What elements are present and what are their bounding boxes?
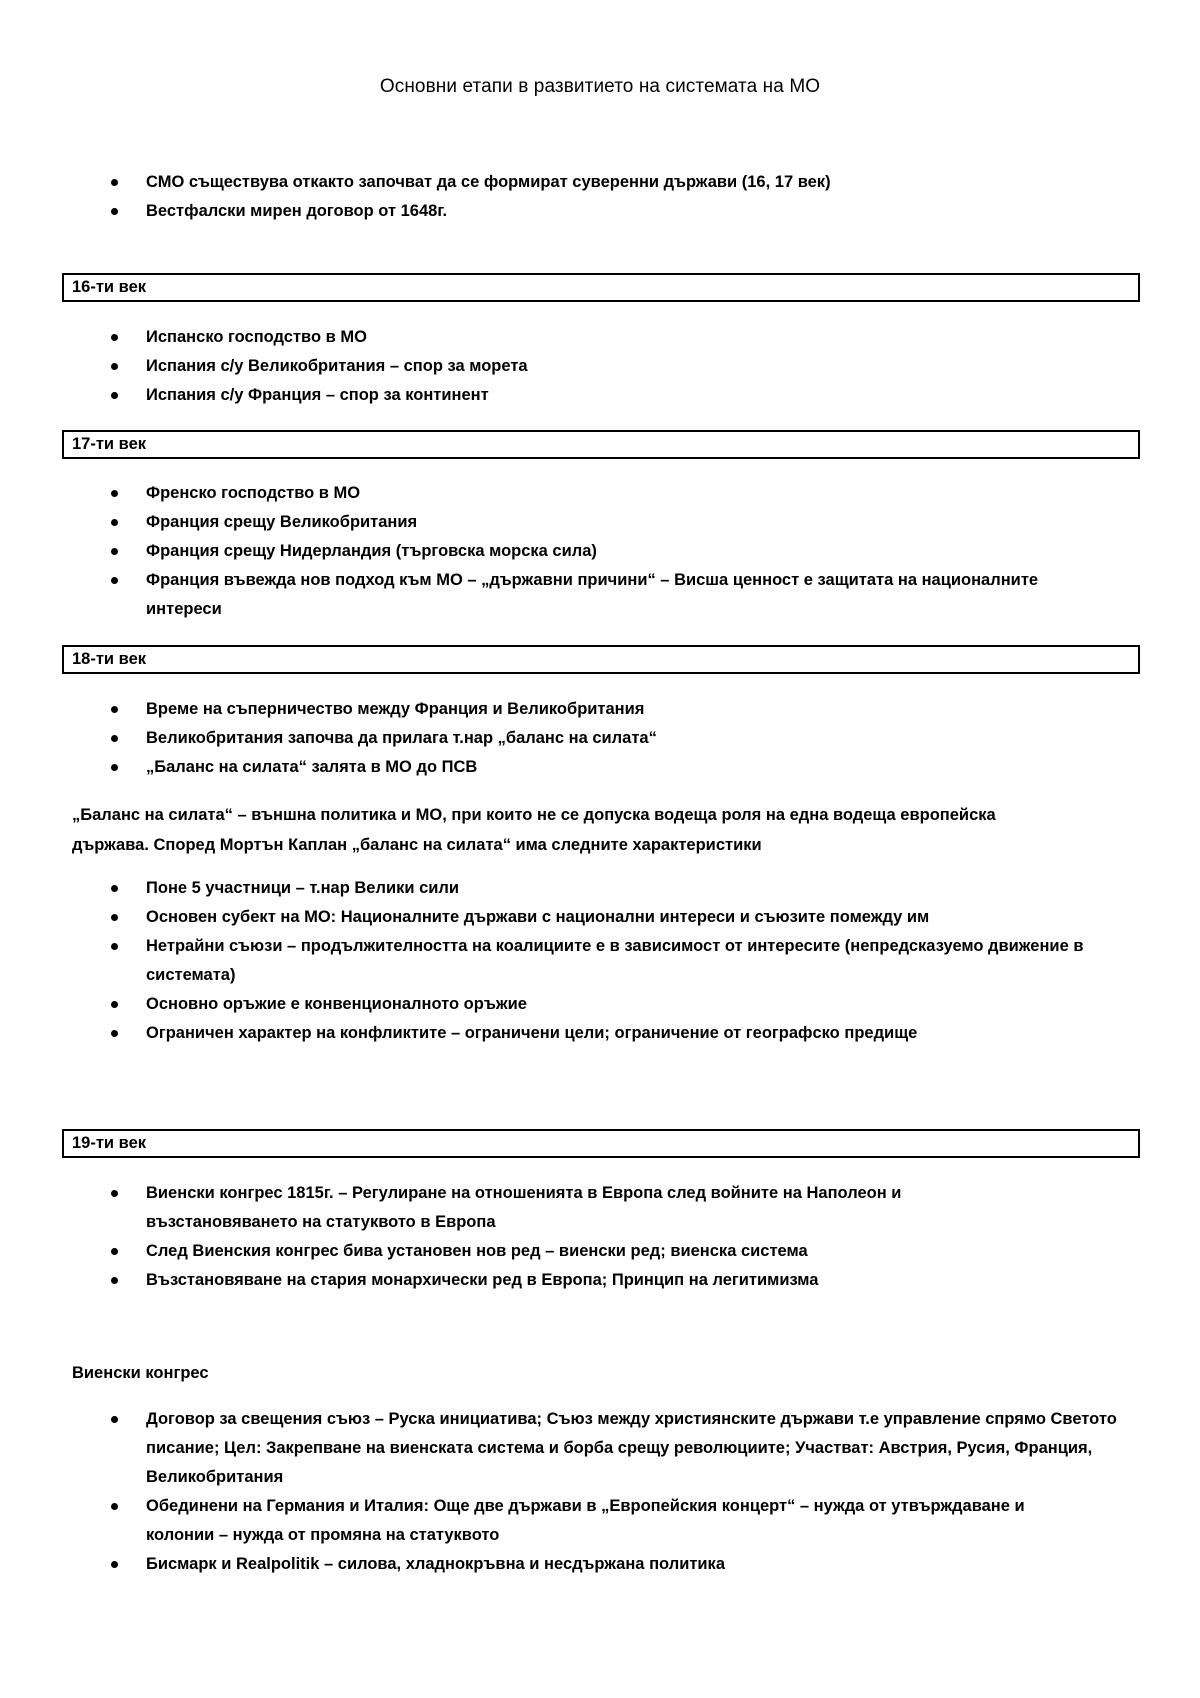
- list-item: [0, 1019, 1200, 1048]
- kaplan-characteristics-list: [0, 874, 1200, 1048]
- list-item: [0, 323, 1200, 352]
- vienna-congress-subheading: Виенски конгрес: [72, 1364, 209, 1382]
- bullet-icon: [111, 392, 118, 399]
- list-item-text: Бисмарк и Realpolitik – силова, хладнокръвна и несдържана политика: [146, 1555, 725, 1573]
- list-item-text: СМО съществува откакто започват да се формират суверенни държави (16, 17 век): [146, 173, 831, 191]
- list-item: [0, 566, 1200, 624]
- bullet-icon: [111, 885, 118, 892]
- list-item-text: Основен субект на МО: Националните държави с национални интереси и съюзите помежду им: [146, 908, 930, 926]
- section-header-16th-century: 16-ти век: [62, 273, 1140, 302]
- list-item-text: Нетрайни съюзи – продължителността на коалициите е в зависимост от интересите (непредсказуемо движение в системата): [146, 937, 1084, 984]
- bullet-icon: [111, 363, 118, 370]
- list-item: [0, 479, 1200, 508]
- list-item-text: „Баланс на силата“ залята в МО до ПСВ: [146, 758, 478, 776]
- vienna-congress-list: [0, 1405, 1200, 1579]
- list-item: [0, 1266, 1200, 1295]
- list-item: [0, 1179, 1200, 1237]
- list-item-text: Обединени на Германия и Италия: Още две държави в „Европейския концерт“ – нужда от утвърждаване и колонии – нужда от промяна на статуквото: [146, 1497, 1025, 1544]
- list-item-text: Испания с/у Великобритания – спор за морета: [146, 357, 528, 375]
- list-item: [0, 753, 1200, 782]
- bullet-icon: [111, 1001, 118, 1008]
- list-item: [0, 695, 1200, 724]
- bullet-icon: [111, 914, 118, 921]
- list-item-text: Франция срещу Нидерландия (търговска морска сила): [146, 542, 597, 560]
- list-item: [0, 874, 1200, 903]
- list-item: [0, 381, 1200, 410]
- bullet-icon: [111, 334, 118, 341]
- bullet-icon: [111, 943, 118, 950]
- section-header-17th-century: 17-ти век: [62, 430, 1140, 459]
- bullet-icon: [111, 1248, 118, 1255]
- balance-of-power-paragraph: „Баланс на силата“ – външна политика и МО, при които не се допуска водеща роля на една водеща европейска държава. Според Мортън Каплан „баланс на силата“ има следните характеристики: [72, 806, 996, 854]
- bullet-icon: [111, 706, 118, 713]
- list-item-text: Време на съперничество между Франция и Великобритания: [146, 700, 645, 718]
- bullet-icon: [111, 1416, 118, 1423]
- section-header-18th-century: 18-ти век: [62, 645, 1140, 674]
- list-item: [0, 1492, 1200, 1550]
- list-item-text: Виенски конгрес 1815г. – Регулиране на отношенията в Европа след войните на Наполеон и възстановяването на статуквото в Европа: [146, 1184, 902, 1231]
- document-title: Основни етапи в развитието на системата на МО: [379, 76, 821, 97]
- section-19-list: [0, 1179, 1200, 1295]
- list-item-text: Възстановяване на стария монархически ред в Европа; Принцип на легитимизма: [146, 1271, 819, 1289]
- list-item-text: Вестфалски мирен договор от 1648г.: [146, 202, 448, 220]
- list-item-text: Френско господство в МО: [146, 484, 361, 502]
- section-17-list: [0, 479, 1200, 624]
- bullet-icon: [111, 577, 118, 584]
- bullet-icon: [111, 764, 118, 771]
- section-16-list: [0, 323, 1200, 410]
- list-item-text: Договор за свещения съюз – Руска инициатива; Съюз между християнските държави т.е управление спрямо Светото писание; Цел: Закрепване на виенската система и борба срещу революциите; Участват: Австрия, Русия, Франция, Великобритания: [146, 1410, 1117, 1486]
- section-header-19th-century: 19-ти век: [62, 1129, 1140, 1158]
- list-item: [0, 352, 1200, 381]
- list-item: [0, 724, 1200, 753]
- bullet-icon: [111, 548, 118, 555]
- bullet-icon: [111, 1030, 118, 1037]
- list-item-text: Испания с/у Франция – спор за континент: [146, 386, 489, 404]
- list-item-text: Поне 5 участници – т.нар Велики сили: [146, 879, 460, 897]
- list-item-text: Основно оръжие е конвенционалното оръжие: [146, 995, 527, 1013]
- list-item: [0, 197, 1200, 226]
- list-item: [0, 1237, 1200, 1266]
- list-item: [0, 990, 1200, 1019]
- bullet-icon: [111, 490, 118, 497]
- bullet-icon: [111, 1190, 118, 1197]
- bullet-icon: [111, 179, 118, 186]
- list-item-text: Франция въвежда нов подход към МО – „държавни причини“ – Висша ценност е защитата на националните интереси: [146, 571, 1039, 618]
- bullet-icon: [111, 1561, 118, 1568]
- section-18-list: [0, 695, 1200, 782]
- list-item: [0, 508, 1200, 537]
- bullet-icon: [111, 735, 118, 742]
- list-item-text: Франция срещу Великобритания: [146, 513, 418, 531]
- bullet-icon: [111, 1277, 118, 1284]
- list-item-text: Великобритания започва да прилага т.нар „баланс на силата“: [146, 729, 657, 747]
- list-item: [0, 932, 1200, 990]
- list-item-text: Ограничен характер на конфликтите – ограничени цели; ограничение от географско предище: [146, 1024, 918, 1042]
- list-item-text: Испанско господство в МО: [146, 328, 367, 346]
- intro-list: [0, 168, 1200, 226]
- bullet-icon: [111, 208, 118, 215]
- list-item: [0, 1405, 1200, 1492]
- bullet-icon: [111, 519, 118, 526]
- list-item-text: След Виенския конгрес бива установен нов ред – виенски ред; виенска система: [146, 1242, 808, 1260]
- bullet-icon: [111, 1503, 118, 1510]
- list-item: [0, 537, 1200, 566]
- list-item: [0, 168, 1200, 197]
- list-item: [0, 903, 1200, 932]
- list-item: [0, 1550, 1200, 1579]
